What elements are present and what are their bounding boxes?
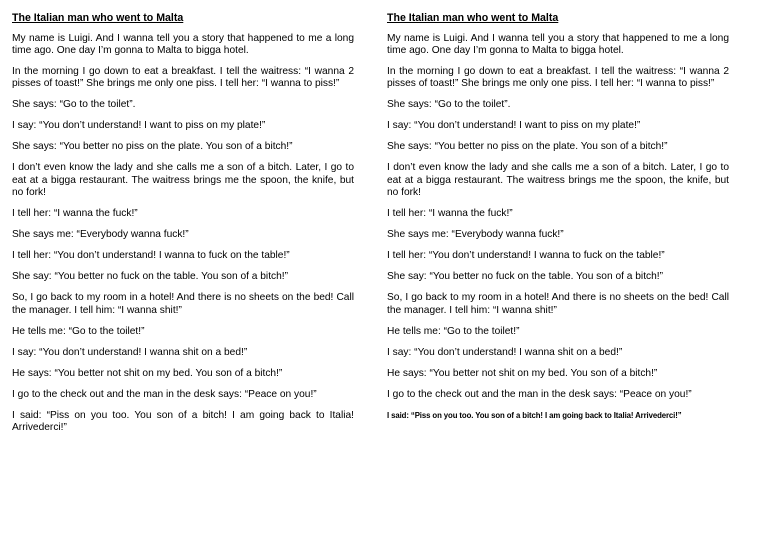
- story-title: The Italian man who went to Malta: [387, 12, 559, 24]
- story-paragraph: He tells me: “Go to the toilet!”: [387, 325, 520, 337]
- story-paragraph: I don’t even know the lady and she calls me a son of a bitch. Later, I go to eat at a bigga restaurant. The waitress brings me the spoon, the knife, but no fork!: [12, 162, 354, 199]
- story-paragraph: In the morning I go down to eat a breakfast. I tell the waitress: “I wanna 2 pisses of toast!” She brings me only one piss. I tell her: “I wanna to piss!”: [387, 65, 729, 90]
- story-paragraph: He says: “You better not shit on my bed. You son of a bitch!”: [387, 367, 658, 379]
- story-paragraph: He says: “You better not shit on my bed. You son of a bitch!”: [12, 367, 283, 379]
- story-title: The Italian man who went to Malta: [12, 12, 184, 24]
- story-paragraph: She says: “Go to the toilet”.: [12, 99, 136, 111]
- story-paragraph: I tell her: “You don’t understand! I wanna to fuck on the table!”: [12, 250, 290, 262]
- story-paragraph: She says: “You better no piss on the plate. You son of a bitch!”: [12, 141, 293, 153]
- story-paragraph: I say: “You don’t understand! I wanna shit on a bed!”: [387, 346, 623, 358]
- story-paragraph: I said: “Piss on you too. You son of a bitch! I am going back to Italia! Arrivederci!”: [12, 409, 354, 433]
- story-paragraph: She says: “Go to the toilet”.: [387, 99, 511, 111]
- story-paragraph-final: I said: “Piss on you too. You son of a bitch! I am going back to Italia! Arrivederci!”: [387, 410, 682, 420]
- story-paragraph: I say: “You don’t understand! I want to piss on my plate!”: [387, 120, 641, 132]
- story-column-left: [12, 12, 354, 443]
- story-paragraph: She says me: “Everybody wanna fuck!”: [387, 229, 564, 241]
- story-paragraph: I tell her: “You don’t understand! I wanna to fuck on the table!”: [387, 250, 665, 262]
- story-paragraph: I don’t even know the lady and she calls me a son of a bitch. Later, I go to eat at a bigga restaurant. The waitress brings me the spoon, the knife, but no fork!: [387, 162, 729, 199]
- story-paragraph: My name is Luigi. And I wanna tell you a story that happened to me a long time ago. One day I’m gonna to Malta to bigga hotel.: [387, 32, 729, 56]
- story-paragraph: I say: “You don’t understand! I want to piss on my plate!”: [12, 120, 266, 132]
- story-paragraph: She says me: “Everybody wanna fuck!”: [12, 229, 189, 241]
- story-paragraph: I say: “You don’t understand! I wanna shit on a bed!”: [12, 346, 248, 358]
- story-paragraph: So, I go back to my room in a hotel! And there is no sheets on the bed! Call the manager. I tell him: “I wanna shit!”: [12, 292, 354, 316]
- story-paragraph: She say: “You better no fuck on the table. You son of a bitch!”: [12, 271, 289, 283]
- story-paragraph: I tell her: “I wanna the fuck!”: [387, 208, 513, 220]
- story-paragraph: She says: “You better no piss on the plate. You son of a bitch!”: [387, 141, 668, 153]
- story-paragraph: My name is Luigi. And I wanna tell you a story that happened to me a long time ago. One day I’m gonna to Malta to bigga hotel.: [12, 32, 354, 56]
- story-paragraph: She say: “You better no fuck on the table. You son of a bitch!”: [387, 271, 664, 283]
- story-paragraph: I go to the check out and the man in the desk says: “Peace on you!”: [387, 388, 692, 400]
- story-paragraph: So, I go back to my room in a hotel! And there is no sheets on the bed! Call the manager. I tell him: “I wanna shit!”: [387, 292, 729, 316]
- story-paragraph: I go to the check out and the man in the desk says: “Peace on you!”: [12, 388, 317, 400]
- story-column-right: [387, 12, 729, 431]
- story-paragraph: He tells me: “Go to the toilet!”: [12, 325, 145, 337]
- story-paragraph: I tell her: “I wanna the fuck!”: [12, 208, 138, 220]
- story-paragraph: In the morning I go down to eat a breakfast. I tell the waitress: “I wanna 2 pisses of toast!” She brings me only one piss. I tell her: “I wanna to piss!”: [12, 65, 354, 90]
